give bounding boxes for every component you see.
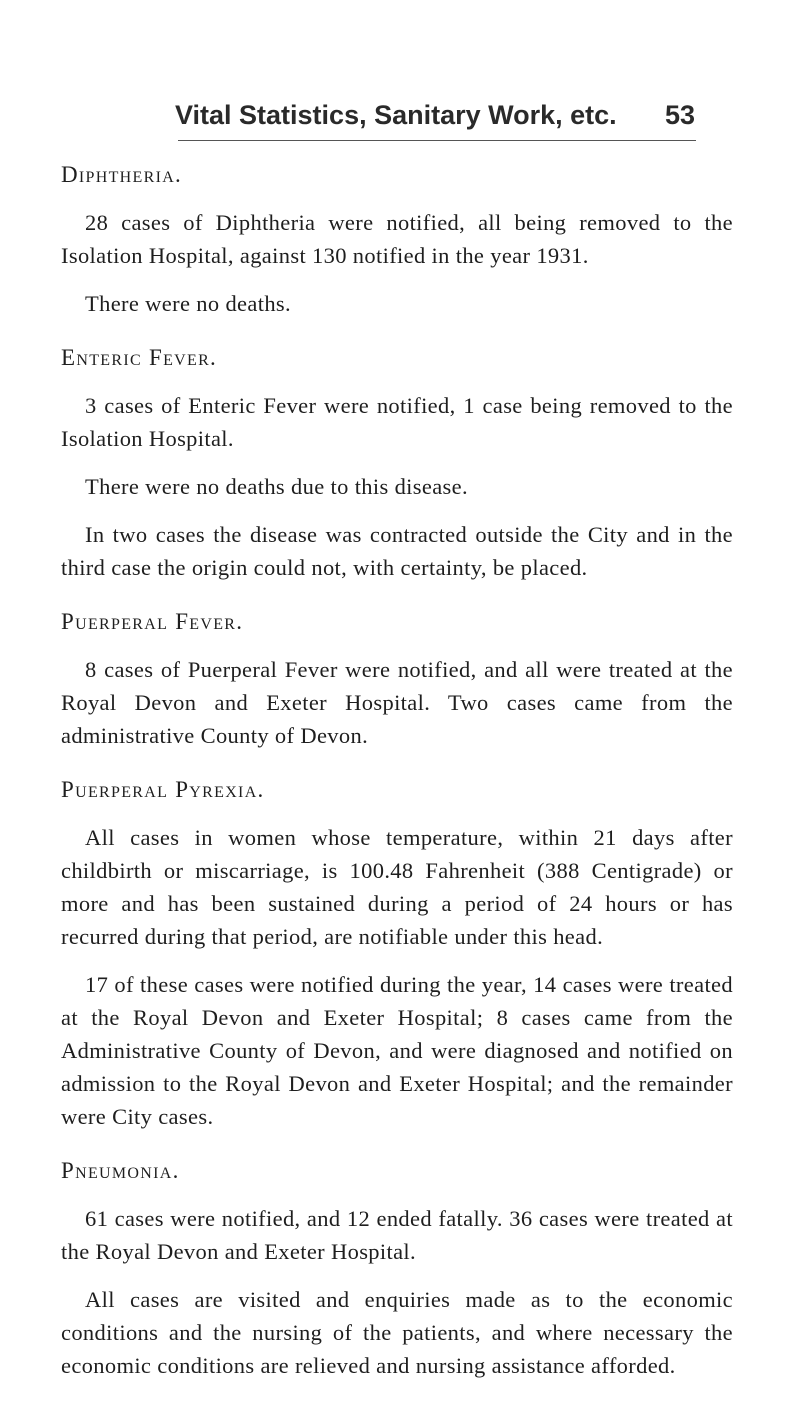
paragraph: 28 cases of Diphtheria were notified, all being removed to the Isolation Hospital, against 130 notified in the year 1931. bbox=[61, 210, 733, 268]
header-rule bbox=[178, 140, 696, 141]
section-heading: Pneumonia. bbox=[61, 1158, 180, 1183]
paragraph: 17 of these cases were notified during the year, 14 cases were treated at the Royal Devon and Exeter Hospital; 8 cases came from the Administrative County of Devon, and were diagnosed and notified on admission to the Royal Devon and Exeter Hospital; and the remainder were City cases. bbox=[61, 972, 733, 1129]
paragraph: There were no deaths due to this disease. bbox=[85, 474, 468, 499]
section-heading: Diphtheria. bbox=[61, 162, 183, 187]
paragraph: 3 cases of Enteric Fever were notified, 1 case being removed to the Isolation Hospital. bbox=[61, 393, 733, 451]
section-heading: Enteric Fever. bbox=[61, 345, 218, 370]
section-heading: Puerperal Pyrexia. bbox=[61, 777, 265, 802]
body-text bbox=[61, 158, 733, 1403]
section-enteric-fever bbox=[61, 341, 733, 584]
section-diphtheria bbox=[61, 158, 733, 320]
paragraph: 61 cases were notified, and 12 ended fatally. 36 cases were treated at the Royal Devon and Exeter Hospital. bbox=[61, 1206, 733, 1264]
running-title: Vital Statistics, Sanitary Work, etc. bbox=[175, 100, 617, 130]
paragraph: There were no deaths. bbox=[85, 291, 292, 316]
paragraph: 8 cases of Puerperal Fever were notified, and all were treated at the Royal Devon and Exeter Hospital. Two cases came from the administrative County of Devon. bbox=[61, 657, 733, 748]
section-pneumonia bbox=[61, 1154, 733, 1382]
section-puerperal-pyrexia bbox=[61, 773, 733, 1133]
page-number: 53 bbox=[664, 100, 695, 130]
running-header bbox=[175, 100, 695, 140]
section-puerperal-fever bbox=[61, 605, 733, 752]
section-heading: Puerperal Fever. bbox=[61, 609, 244, 634]
paragraph: All cases are visited and enquiries made as to the economic conditions and the nursing of the patients, and where necessary the economic conditions are relieved and nursing assistance afforded. bbox=[61, 1287, 733, 1378]
paragraph: In two cases the disease was contracted outside the City and in the third case the origin could not, with certainty, be placed. bbox=[61, 522, 733, 580]
paragraph: All cases in women whose temperature, within 21 days after childbirth or miscarriage, is 100.48 Fahrenheit (388 Centigrade) or more and has been sustained during a period of 24 hours or has recurred during that period, are notifiable under this head. bbox=[61, 825, 733, 949]
